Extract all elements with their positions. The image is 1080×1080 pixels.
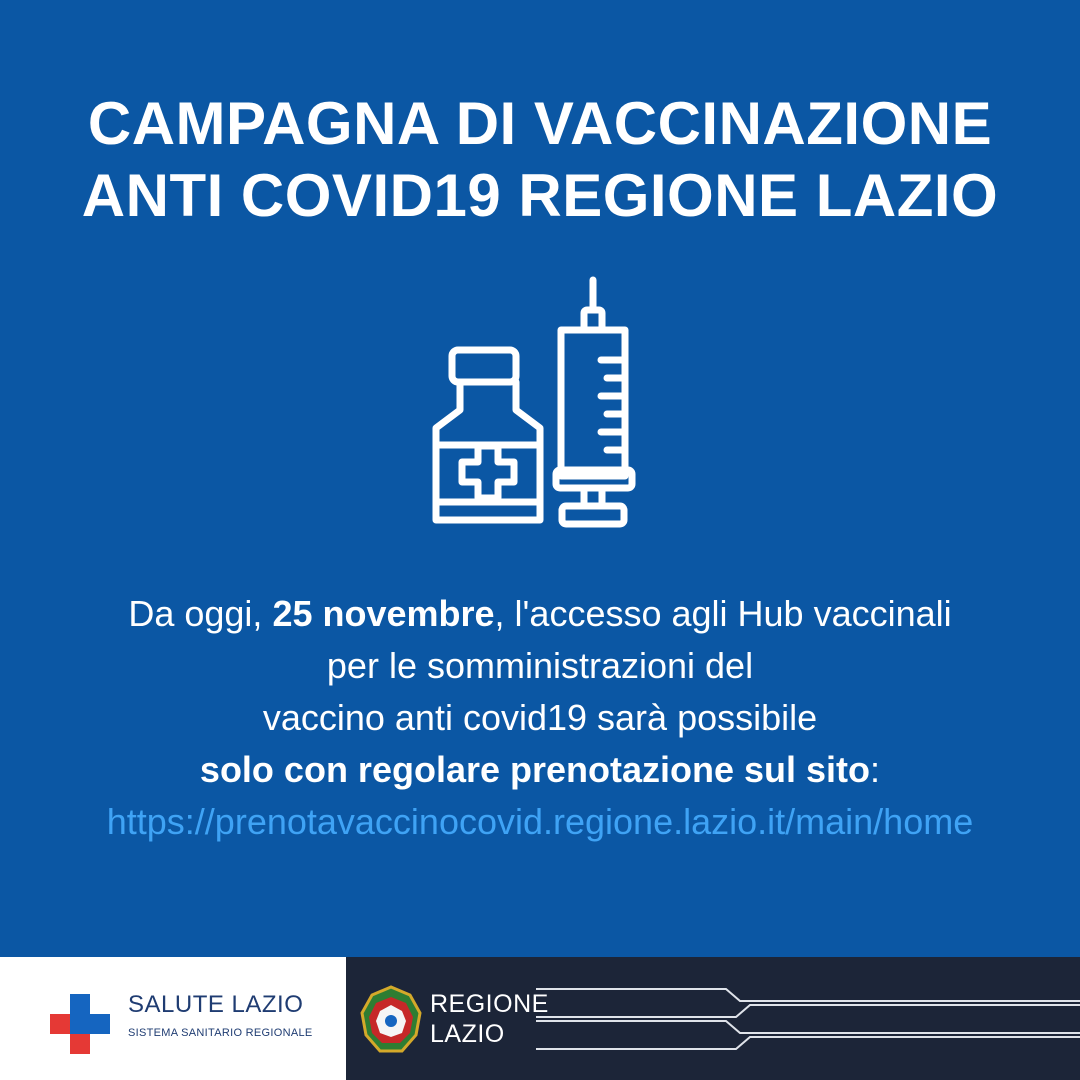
- title-line-1: CAMPAGNA DI VACCINAZIONE: [87, 90, 993, 157]
- salute-lazio-subtitle: SISTEMA SANITARIO REGIONALE: [128, 1027, 313, 1039]
- booking-link[interactable]: https://prenotavaccinocovid.regione.lazio.it/main/home: [106, 801, 974, 842]
- regione-lazio-emblem-icon: [358, 985, 424, 1055]
- salute-lazio-cross-icon: [48, 990, 112, 1054]
- footer: [0, 957, 1080, 1080]
- message-line-1: [0, 588, 1080, 640]
- page-title: [0, 88, 1080, 232]
- message-line-4: [0, 744, 1080, 796]
- regione-lazio-logo-block: [346, 957, 1080, 1080]
- date-highlight: 25 novembre: [272, 593, 495, 634]
- salute-lazio-name: SALUTE LAZIO: [128, 991, 304, 1018]
- title-line-2: ANTI COVID19 REGIONE LAZIO: [81, 162, 999, 229]
- vaccine-vial-icon: [436, 350, 540, 520]
- message-colon: :: [870, 749, 881, 790]
- syringe-icon: [556, 280, 632, 524]
- message-text: , l'accesso agli Hub vaccinali: [494, 593, 952, 634]
- message-text: Da oggi,: [128, 593, 273, 634]
- regione-lazio-line-1: REGIONE: [430, 990, 549, 1018]
- regione-lazio-line-2: LAZIO: [430, 1020, 505, 1048]
- message-line-2: per le somministrazioni del: [326, 645, 754, 686]
- decorative-lines: [526, 957, 1080, 1080]
- booking-requirement: solo con regolare prenotazione sul sito: [199, 749, 871, 790]
- salute-lazio-logo-block: [0, 957, 346, 1080]
- vaccine-illustration: [420, 270, 660, 540]
- message-line-3: vaccino anti covid19 sarà possibile: [262, 697, 818, 738]
- announcement-text: [0, 588, 1080, 848]
